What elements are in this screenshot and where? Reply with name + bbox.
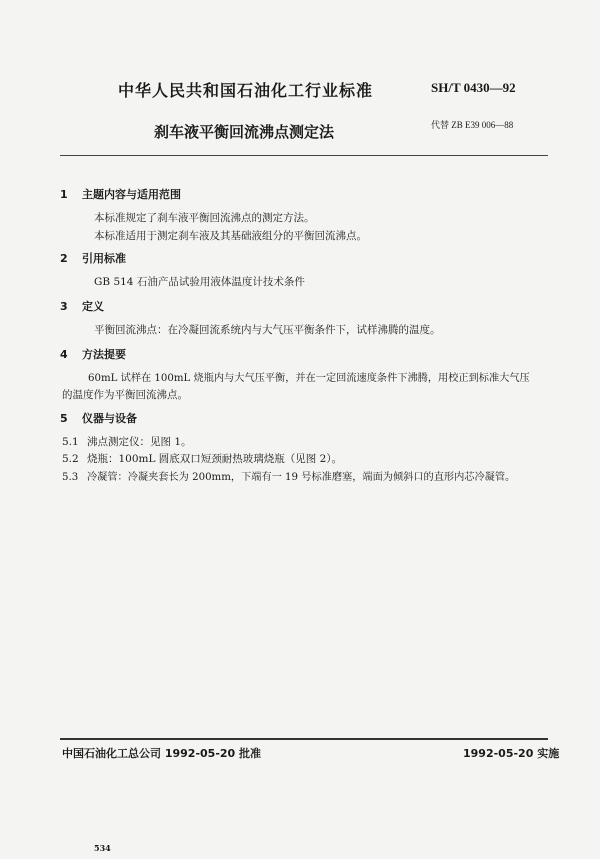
section-4-title: 方法提要 [82, 348, 126, 361]
standard-code: SH/T 0430—92 [431, 80, 516, 95]
section-3-definition: 平衡回流沸点：在冷凝回流系统内与大气压平衡条件下，试样沸腾的温度。 [94, 324, 441, 336]
section-5-item-1 [62, 434, 192, 449]
standard-title: 中华人民共和国石油化工行业标准 [118, 81, 374, 100]
section-1-title: 主题内容与适用范围 [82, 188, 181, 201]
section-2-heading [60, 250, 126, 266]
item-number: 5.3 [62, 472, 79, 483]
footer-divider [60, 738, 548, 740]
section-3-number: 3 [60, 300, 68, 313]
section-1-para-2: 本标准适用于测定刹车液及其基础液组分的平衡回流沸点。 [94, 230, 367, 242]
replaces-note: 代替 ZB E39 006—88 [431, 120, 514, 130]
header-divider [60, 155, 548, 156]
item-number: 5.1 [62, 436, 79, 448]
section-5-item-2 [62, 451, 342, 466]
section-5-number: 5 [60, 412, 68, 425]
document-title: 刹车液平衡回流沸点测定法 [154, 123, 335, 141]
section-5-heading [60, 410, 137, 426]
section-3-heading [60, 298, 104, 314]
item-text: 冷凝管：冷凝夹套长为 200mm，下端有一 19 号标准磨塞，端面为倾斜口的直形内芯冷凝管。 [87, 472, 516, 483]
section-1-heading [60, 186, 181, 202]
section-4-heading [60, 346, 126, 362]
section-4-number: 4 [60, 348, 68, 361]
section-2-reference: GB 514 石油产品试验用液体温度计技术条件 [94, 276, 305, 288]
section-5-item-3 [62, 468, 515, 483]
section-2-title: 引用标准 [82, 252, 126, 265]
section-1-number: 1 [60, 188, 68, 201]
item-text: 沸点测定仪：见图 1。 [87, 436, 192, 448]
effective-date: 1992-05-20 实施 [463, 747, 560, 760]
approval-line: 中国石油化工总公司 1992-05-20 批准 [62, 747, 262, 760]
section-1-para-1: 本标准规定了刹车液平衡回流沸点的测定方法。 [94, 212, 315, 224]
section-4-line-1: 60mL 试样在 100mL 烧瓶内与大气压平衡，并在一定回流速度条件下沸腾，用校正到标准大气压 [88, 373, 530, 384]
page-number: 534 [94, 843, 111, 853]
section-5-title: 仪器与设备 [82, 412, 137, 425]
item-number: 5.2 [62, 453, 79, 465]
item-text: 烧瓶：100mL 圆底双口短颈耐热玻璃烧瓶（见图 2）。 [87, 453, 343, 465]
section-2-number: 2 [60, 252, 68, 265]
section-3-title: 定义 [82, 300, 104, 313]
section-4-line-2: 的温度作为平衡回流沸点。 [62, 389, 188, 401]
